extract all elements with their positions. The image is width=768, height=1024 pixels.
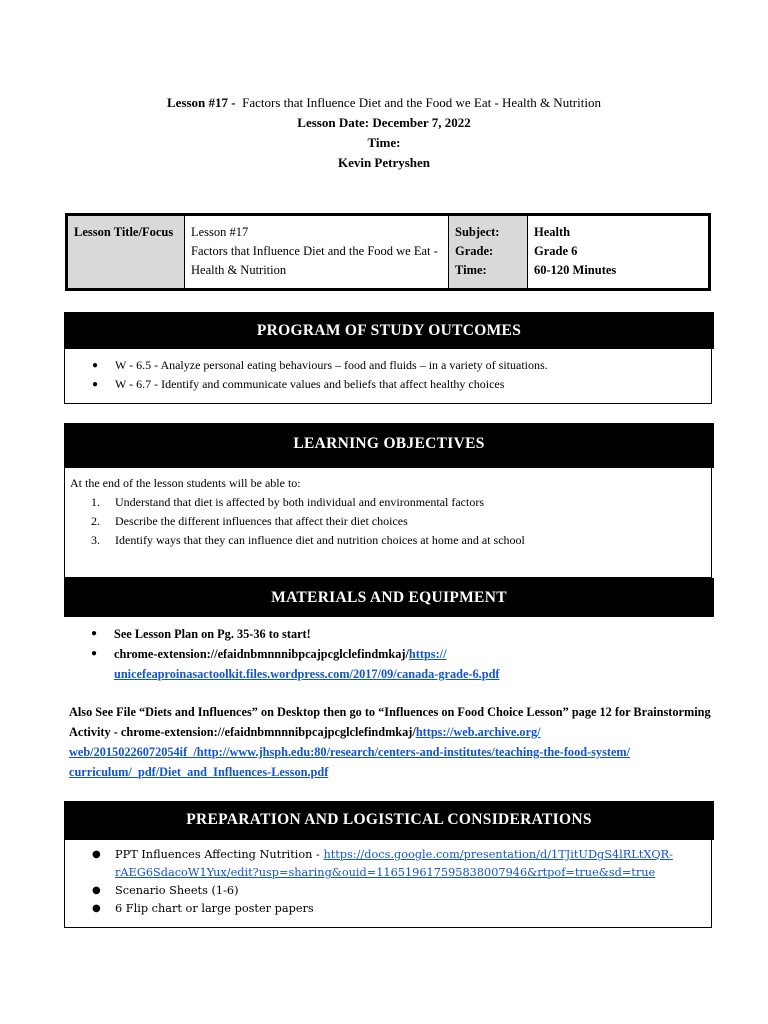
lesson-title-line	[0, 93, 768, 113]
list-item: ● Scenario Sheets (1-6)	[65, 882, 711, 900]
author-name: Kevin Petryshen	[337, 155, 431, 170]
list-item: ● W - 6.5 - Analyze personal eating behaviours – food and fluids – in a variety of situations.	[65, 356, 711, 375]
list-item: ● 6 Flip chart or large poster papers	[65, 900, 711, 918]
materials-also-paragraph: Also See File “Diets and Influences” on Desktop then go to “Influences on Food Choice Lesson” page 12 for Brainstorming Activity - chrome-extension://efaidnbmnnnibpcajpcglclefindmkaj/https://web.archive.org/ web/20150226072054if_/http://www.jhsph.edu:80/research/centers-and-institutes/teaching-the-food-system/ curriculum/_pdf/Diet_and_Influences-Lesson.pdf	[69, 705, 711, 779]
prep-list	[65, 846, 711, 918]
list-item: 3. Identify ways that they can influence diet and nutrition choices at home and at school	[91, 533, 525, 547]
subject-label: Subject:	[455, 225, 500, 239]
materials-body	[64, 617, 712, 801]
title-focus-value	[185, 215, 449, 290]
grade-label: Grade:	[455, 244, 494, 258]
prep-body	[64, 840, 712, 928]
title-focus-line1: Lesson #17	[191, 225, 249, 239]
canada-grade-6-pdf-link[interactable]: https:// unicefeaproinasactoolkit.files.wordpress.com/2017/09/canada-grade-6.pdf	[114, 647, 500, 681]
lesson-number: Lesson #17 -	[167, 95, 236, 110]
materials-list	[64, 624, 712, 684]
list-item: ● See Lesson Plan on Pg. 35-36 to start!	[64, 624, 712, 644]
meta-labels	[449, 215, 528, 290]
ppt-presentation-link[interactable]: https://docs.google.com/presentation/d/1TJitUDgS4lRLtXQR- rAEG6SdacoW1Yux/edit?usp=sharing&ouid=116519617595838007946&rtpof=true&sd=true	[115, 848, 673, 879]
objectives-heading: LEARNING OBJECTIVES	[64, 423, 714, 468]
outcomes-list	[65, 356, 711, 394]
title-focus-line2: Factors that Influence Diet and the Food we Eat - Health & Nutrition	[191, 244, 438, 277]
objectives-list	[65, 493, 711, 550]
outcomes-heading: PROGRAM OF STUDY OUTCOMES	[64, 312, 714, 349]
lesson-date: Lesson Date: December 7, 2022	[297, 115, 471, 130]
document-header	[0, 93, 768, 173]
list-item: ● W - 6.7 - Identify and communicate values and beliefs that affect healthy choices	[65, 375, 711, 394]
lesson-time: Time:	[367, 135, 401, 150]
time-value: 60-120 Minutes	[534, 263, 617, 277]
diet-influences-lesson-link[interactable]: https://web.archive.org/ web/20150226072054if_/http://www.jhsph.edu:80/research/centers-and-institutes/teaching-the-food-system/ curriculum/_pdf/Diet_and_Influences-Lesson.pdf	[69, 725, 631, 779]
list-item: 1. Understand that diet is affected by both individual and environmental factors	[91, 495, 485, 509]
lesson-info-table	[65, 213, 711, 291]
lesson-title: Factors that Influence Diet and the Food we Eat - Health & Nutrition	[242, 95, 601, 110]
list-item: 2. Describe the different influences that affect their diet choices	[91, 514, 408, 528]
meta-values	[528, 215, 710, 290]
outcomes-body	[64, 349, 712, 404]
objectives-intro: At the end of the lesson students will be able to:	[70, 476, 301, 490]
grade-value: Grade 6	[534, 244, 578, 258]
subject-value: Health	[534, 225, 571, 239]
title-focus-label: Lesson Title/Focus	[67, 215, 185, 290]
objectives-body	[64, 468, 712, 578]
materials-heading: MATERIALS AND EQUIPMENT	[64, 578, 714, 617]
list-item: ● chrome-extension://efaidnbmnnnibpcajpcglclefindmkaj/https:// unicefeaproinasactoolkit.files.wordpress.com/2017/09/canada-grade-6.pdf	[64, 644, 712, 684]
time-label: Time:	[455, 263, 487, 277]
prep-heading: PREPARATION AND LOGISTICAL CONSIDERATIONS	[64, 801, 714, 840]
list-item: ● PPT Influences Affecting Nutrition - https://docs.google.com/presentation/d/1TJitUDgS4lRLtXQR- rAEG6SdacoW1Yux/edit?usp=sharing&ouid=116519617595838007946&rtpof=true&sd=true	[65, 846, 711, 882]
